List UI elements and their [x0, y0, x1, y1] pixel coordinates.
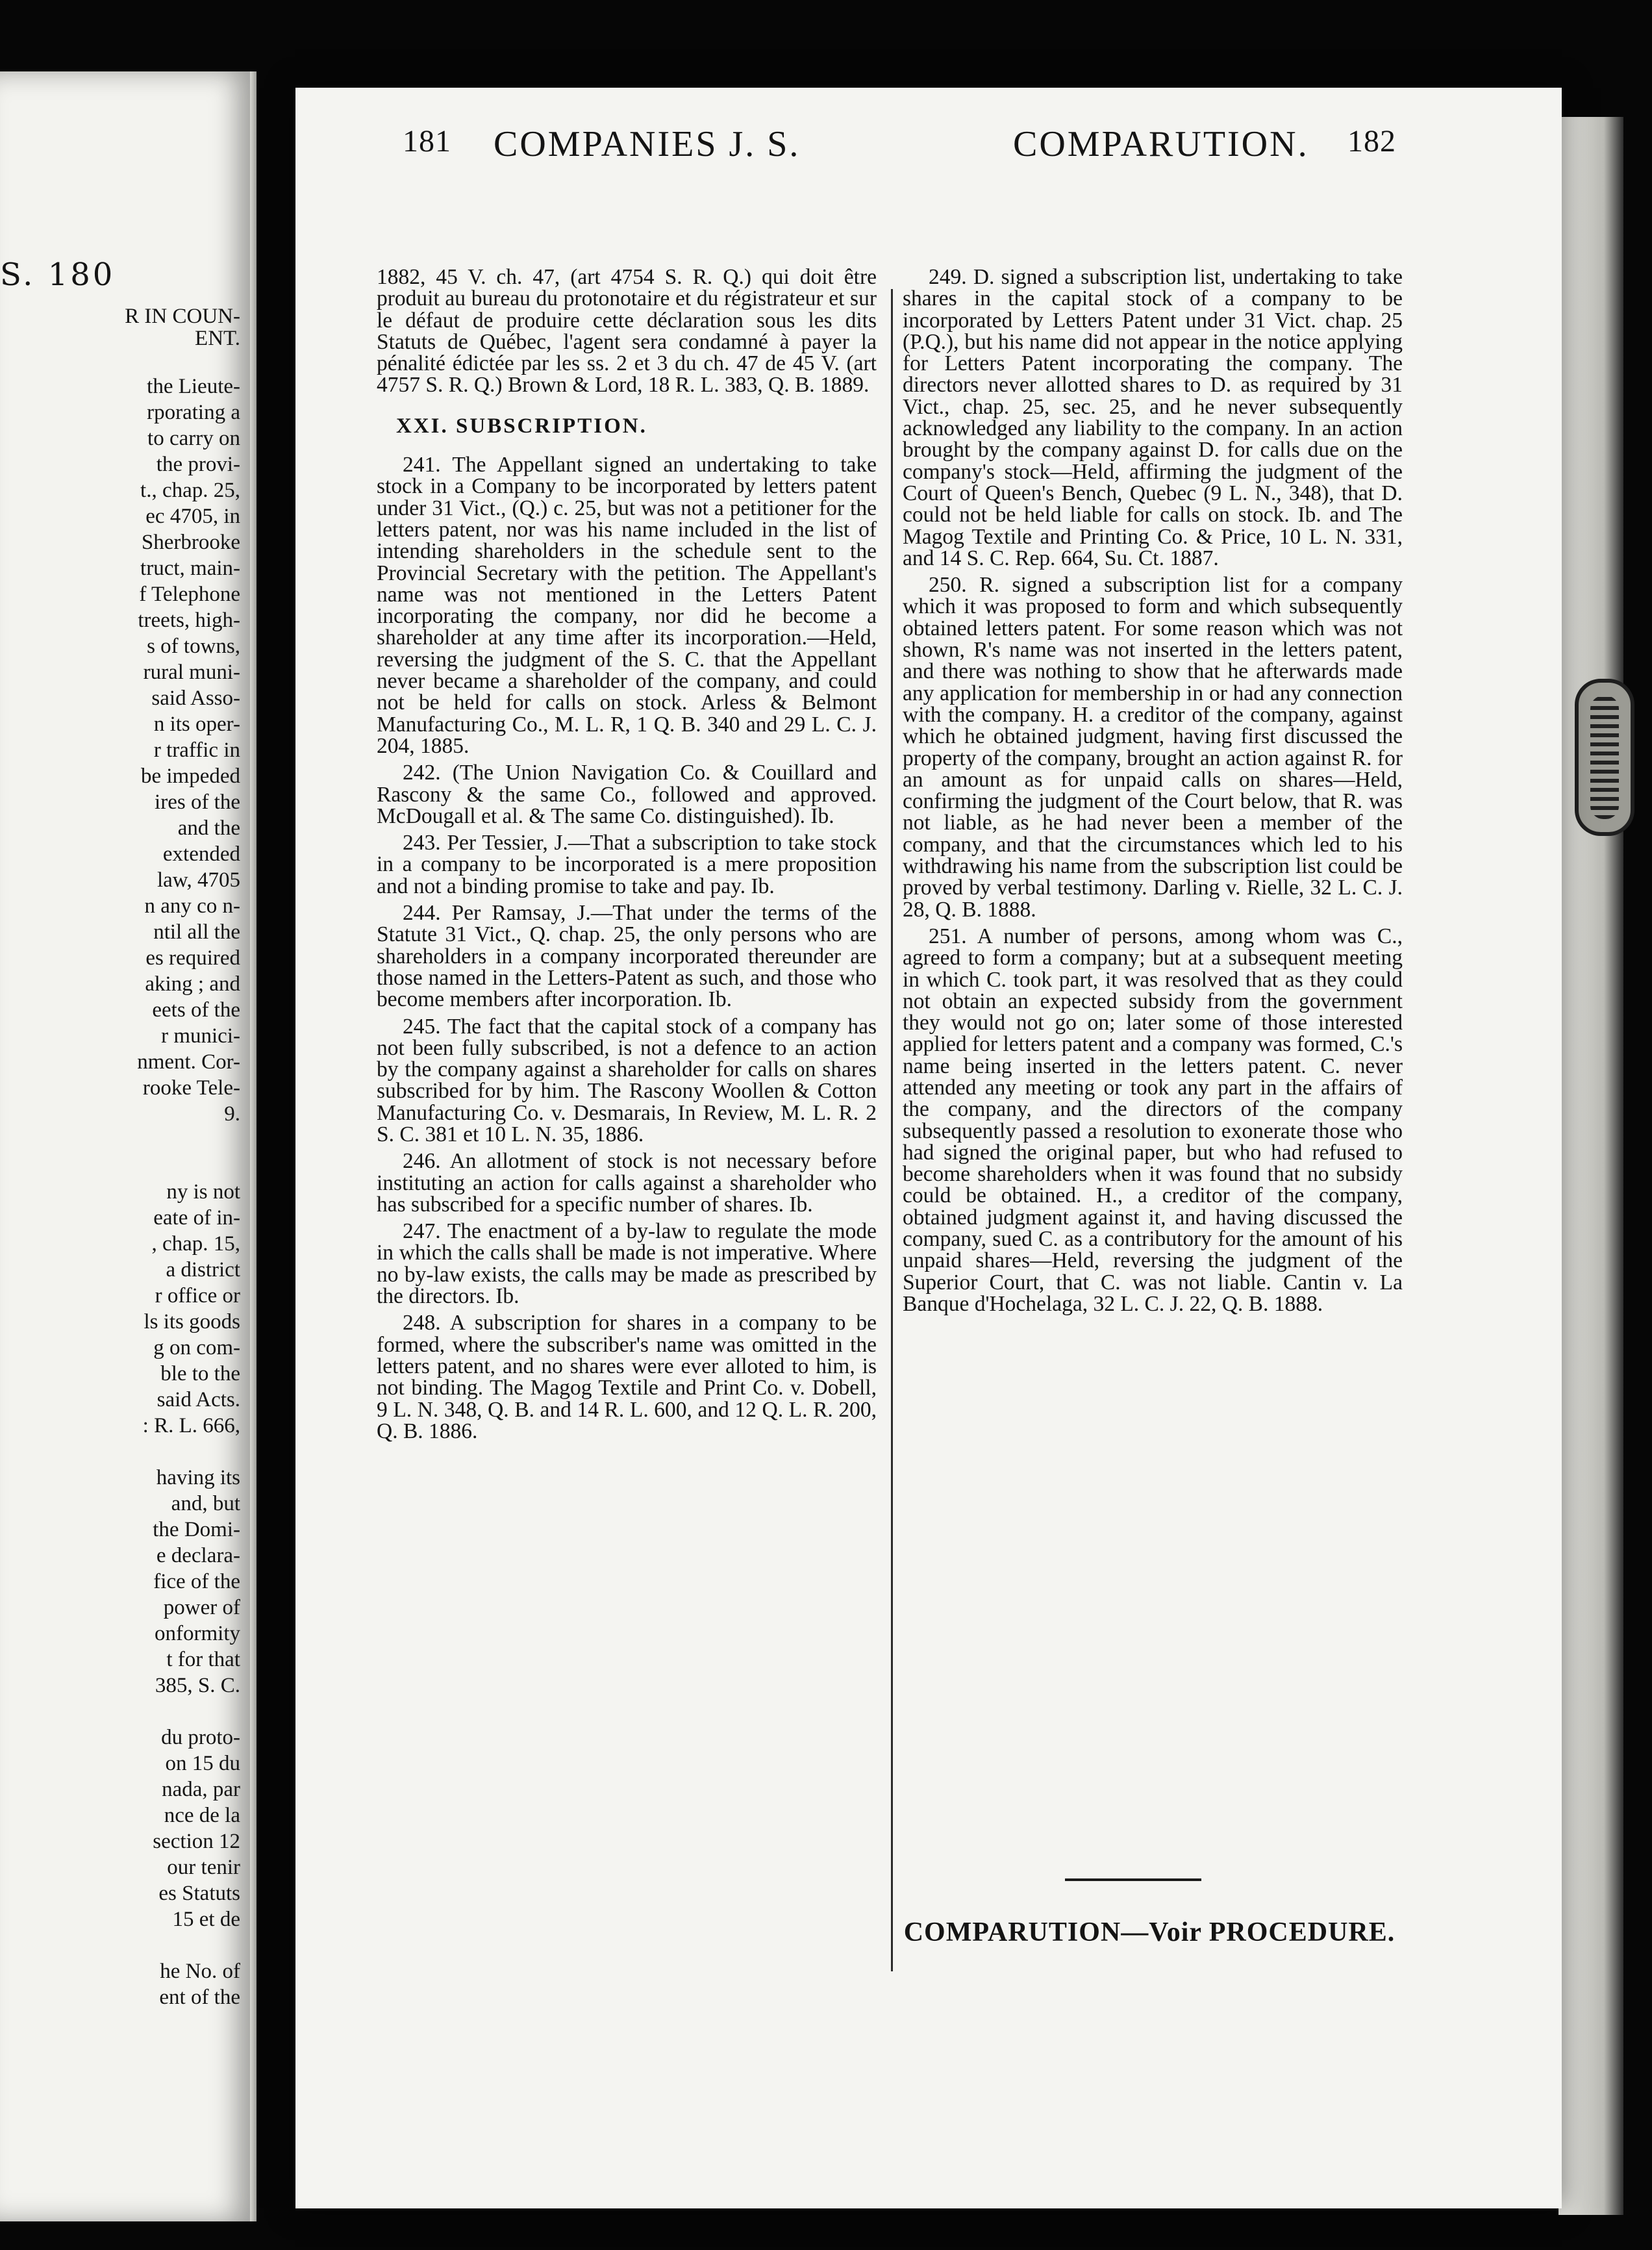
previous-page-line — [0, 1986, 247, 2008]
previous-page-line — [0, 1726, 247, 1749]
cross-reference-note: COMPARUTION—Voir PROCEDURE. — [903, 1917, 1395, 1947]
previous-page-running-head: S. 180 — [0, 257, 116, 293]
previous-page-line-text: extended — [162, 843, 240, 865]
previous-page-line-text: e declara- — [156, 1545, 240, 1567]
previous-page-line — [0, 1519, 247, 1541]
previous-page-line-text: ent of the — [159, 1986, 240, 2008]
previous-page-line — [0, 609, 247, 631]
previous-page-line-text: the Domi- — [153, 1519, 240, 1541]
previous-page-line — [0, 1960, 247, 1982]
page-edge — [1558, 117, 1623, 2215]
previous-page-line — [0, 1856, 247, 1878]
previous-page-line — [0, 661, 247, 683]
continued-paragraph: 1882, 45 V. ch. 47, (art 4754 S. R. Q.) qui doit être produit au bureau du protonotaire et du régistrateur et sur le défaut de produire cette déclaration sous les dits Statuts de Québec, l'agent sera condamné à payer la pénalité édictée par les ss. 2 et 3 du ch. 47 de 45 V. (art 4757 S. R. Q.) Brown & Lord, 18 R. L. 383, Q. B. 1889. — [377, 265, 877, 398]
previous-page-line-text: having its — [156, 1467, 240, 1489]
previous-page-line — [0, 817, 247, 839]
previous-page-line — [0, 1778, 247, 1801]
previous-page-line-text: section 12 — [153, 1830, 240, 1852]
previous-page-line — [0, 739, 247, 761]
previous-page-line — [0, 1155, 247, 1177]
previous-page-line — [0, 1934, 247, 1956]
previous-page-line — [0, 557, 247, 579]
paragraph-247: 247. The enactment of a by-law to regulate the mode in which the calls shall be made is not imperative. Where no by-law exists, the calls may be made as prescribed by the directors. Ib. — [377, 1219, 877, 1309]
previous-page-line-text: 385, S. C. — [155, 1675, 240, 1697]
previous-page-line-text: and the — [177, 817, 240, 839]
previous-page-line — [0, 1259, 247, 1281]
left-text-column — [377, 266, 877, 1447]
running-head-title-right: COMPARUTION. — [1013, 124, 1309, 164]
previous-page-line — [0, 1025, 247, 1047]
previous-page — [0, 71, 257, 2221]
previous-page-line — [0, 375, 247, 398]
previous-page-line-text: ires of the — [155, 791, 240, 813]
previous-page-line — [0, 349, 247, 372]
previous-page-line-text: eets of the — [152, 999, 240, 1021]
paragraph-243: 243. Per Tessier, J.—That a subscription to take stock in a company to be incorporated is a mere proposition and not a binding promise to take and pay. Ib. — [377, 831, 877, 898]
previous-page-line-text: , chap. 15, — [151, 1233, 240, 1255]
paragraph-249: 249. D. signed a subscription list, undertaking to take shares in the capital stock of a company to be incorporated by Letters Patent under 31 Vict. chap. 25 (P.Q.), but his name did not appear in the notice applying for Letters Patent incorporating the company. The directors never allotted shares to D. as required by 31 Vict., chap. 25, sec. 25, and he never subsequently acknowledged any liability to the company. In an action brought by the company against D. for calls due on the company's stock—Held, affirming the judgment of the Court of Queen's Bench, Quebec (9 L. N., 348), that D. could not be held liable for calls on stock. Ib. and The Magog Textile and Printing Co. & Price, 10 L. N. 331, and 14 S. C. Rep. 664, Su. Ct. 1887. — [903, 265, 1403, 570]
previous-page-line — [0, 1752, 247, 1775]
previous-page-line-text: ENT. — [195, 327, 240, 349]
previous-page-line-text: r traffic in — [153, 739, 240, 761]
previous-page-line — [0, 427, 247, 449]
previous-page-line-text: fice of the — [153, 1571, 240, 1593]
previous-page-line — [0, 505, 247, 527]
right-text-column — [903, 266, 1403, 1320]
previous-page-line-text: a district — [166, 1259, 240, 1281]
previous-page-line-text: power of — [163, 1597, 240, 1619]
page-gutter — [250, 71, 257, 2221]
previous-page-line-text: ls its goods — [144, 1311, 240, 1333]
previous-page-line-text: ny is not — [166, 1181, 240, 1203]
previous-page-line-text: and, but — [171, 1493, 240, 1515]
previous-page-line — [0, 479, 247, 501]
previous-page-line-text: f Telephone — [139, 583, 240, 605]
previous-page-line-text: : R. L. 666, — [142, 1415, 240, 1437]
previous-page-line — [0, 305, 247, 327]
previous-page-line-text: he No. of — [160, 1960, 240, 1982]
previous-page-line — [0, 401, 247, 423]
previous-page-line — [0, 713, 247, 735]
previous-page-line — [0, 895, 247, 917]
previous-page-line — [0, 1181, 247, 1203]
previous-page-line-text: ble to the — [160, 1363, 240, 1385]
previous-page-line — [0, 1571, 247, 1593]
previous-page-line-text: be impeded — [140, 765, 240, 787]
previous-page-line — [0, 1103, 247, 1125]
previous-page-line — [0, 583, 247, 605]
previous-page-line-text: rporating a — [147, 401, 240, 423]
previous-page-line — [0, 869, 247, 891]
previous-page-line-text: aking ; and — [145, 973, 240, 995]
paragraph-245: 245. The fact that the capital stock of a company has not been fully subscribed, is not a defence to an action by the company against a shareholder for calls on shares subscribed for by him. The Rascony Woollen & Cotton Manufacturing Co. v. Desmarais, In Review, M. L. R. 2 S. C. 381 et 10 L. N. 35, 1886. — [377, 1014, 877, 1146]
previous-page-line — [0, 1830, 247, 1852]
previous-page-line — [0, 947, 247, 969]
previous-page-line — [0, 687, 247, 709]
previous-page-line — [0, 1675, 247, 1697]
previous-page-line — [0, 1493, 247, 1515]
previous-page-line-text: s of towns, — [147, 635, 240, 657]
previous-page-line-text: law, 4705 — [156, 869, 240, 891]
paragraph-246: 246. An allotment of stock is not necessary before instituting an action for calls against a shareholder who has subscribed for a specific number of shares. Ib. — [377, 1149, 877, 1217]
previous-page-line-text: said Acts. — [156, 1389, 240, 1411]
previous-page-line-text: es required — [145, 947, 240, 969]
previous-page-line — [0, 1233, 247, 1255]
previous-page-line — [0, 1882, 247, 1904]
previous-page-line — [0, 1908, 247, 1930]
previous-page-line-text: nment. Cor- — [137, 1051, 240, 1073]
previous-page-line — [0, 765, 247, 787]
paragraph-248: 248. A subscription for shares in a company to be formed, where the subscriber's name was omitted in the letters patent, and no shares were ever alloted to him, is not binding. The Magog Textile and Print Co. v. Dobell, 9 L. N. 348, Q. B. and 14 R. L. 600, and 12 Q. L. R. 200, Q. B. 1886. — [377, 1311, 877, 1443]
paragraph-242: 242. (The Union Navigation Co. & Couillard and Rascony & the same Co., followed and approved. McDougall et al. & The same Co. distinguished). Ib. — [377, 761, 877, 828]
previous-page-line-text: onformity — [155, 1623, 240, 1645]
previous-page-line — [0, 453, 247, 475]
previous-page-line-text: the Lieute- — [147, 375, 240, 398]
column-divider — [891, 289, 893, 1971]
previous-page-line — [0, 1363, 247, 1385]
previous-page-line — [0, 1597, 247, 1619]
running-head-title-left: COMPANIES J. S. — [494, 124, 801, 164]
previous-page-line — [0, 843, 247, 865]
previous-page-line-text: Sherbrooke — [141, 531, 240, 553]
paragraph-241: 241. The Appellant signed an undertaking to take stock in a Company to be incorporated by letters patent under 31 Vict., (Q.) c. 25, but was not a petitioner for the letters patent, nor was his name included in the list of intending shareholders in the schedule sent to the Provincial Secretary with the petition. The Appellant's name was not mentioned in the Letters Patent incorporating the company, nor did he become a shareholder at any time after its incorporation.—Held, reversing the judgment of the S. C. that the Appellant never became a shareholder of the company, and could not be held for calls on stock. Arless & Belmont Manufacturing Co., M. L. R, 1 Q. B. 340 and 29 L. C. J. 204, 1885. — [377, 453, 877, 758]
previous-page-line — [0, 1129, 247, 1151]
previous-page-line — [0, 1415, 247, 1437]
previous-page-line-text: 9. — [224, 1103, 240, 1125]
previous-page-line — [0, 1207, 247, 1229]
previous-page-line-text: du proto- — [161, 1726, 240, 1749]
previous-page-line-text: rural muni- — [143, 661, 240, 683]
previous-page-line-text: R IN COUN- — [125, 305, 240, 327]
previous-page-line — [0, 1649, 247, 1671]
previous-page-line — [0, 1389, 247, 1411]
paragraph-244: 244. Per Ramsay, J.—That under the terms of the Statute 31 Vict., Q. chap. 25, the only persons who are shareholders in a company incorporated thereunder are those named in the Letters-Patent as such, and those who become members after incorporation. Ib. — [377, 901, 877, 1012]
previous-page-line-text: n its oper- — [153, 713, 240, 735]
previous-page-line-text: our tenir — [167, 1856, 240, 1878]
previous-page-line — [0, 327, 247, 349]
previous-page-line-text: g on com- — [153, 1337, 240, 1359]
previous-page-line — [0, 1467, 247, 1489]
previous-page-line-text: nce de la — [164, 1804, 240, 1827]
previous-page-line — [0, 1804, 247, 1827]
previous-page-line-text: nada, par — [162, 1778, 240, 1801]
previous-page-line — [0, 1285, 247, 1307]
previous-page-line — [0, 531, 247, 553]
previous-page-line-text: treets, high- — [138, 609, 240, 631]
previous-page-line-text: ec 4705, in — [145, 505, 240, 527]
page-number-left: 181 — [403, 124, 451, 158]
previous-page-line-text: on 15 du — [165, 1752, 240, 1775]
page-number-right: 182 — [1347, 124, 1396, 158]
previous-page-line — [0, 635, 247, 657]
previous-page-line-text: ntil all the — [153, 921, 240, 943]
previous-page-line — [0, 1700, 247, 1723]
paragraph-250: 250. R. signed a subscription list for a company which it was proposed to form and which subsequently obtained letters patent. For some reason which was not shown, R's name was not inserted in the letters patent, and there was nothing to show that he afterwards made any application for membership in or had any connection with the company. H. a creditor of the company, against which he obtained judgment, having first discussed the property of the company, brought an action against R. for an amount as for unpaid calls on shares—Held, confirming the judgment of the Court below, that R. was not liable, as he had never been a member of the company, and that the circumstances which led to his withdrawing his name from the subscription list could be proved by verbal testimony. Darling v. Rielle, 32 L. C. J. 28, Q. B. 1888. — [903, 573, 1403, 922]
library-stamp — [1575, 679, 1634, 836]
previous-page-line — [0, 973, 247, 995]
previous-page-line — [0, 791, 247, 813]
previous-page-line-text: r office or — [155, 1285, 240, 1307]
previous-page-line-text: rooke Tele- — [142, 1077, 240, 1099]
previous-page-line-text: eate of in- — [153, 1207, 240, 1229]
previous-page-line-text: t for that — [166, 1649, 240, 1671]
previous-page-line — [0, 1337, 247, 1359]
section-end-rule — [1065, 1878, 1201, 1881]
section-heading: XXI. SUBSCRIPTION. — [396, 414, 647, 438]
previous-page-line-text: 15 et de — [172, 1908, 240, 1930]
previous-page-line-text: n any co n- — [144, 895, 240, 917]
previous-page-line-text: t., chap. 25, — [140, 479, 240, 501]
previous-page-line — [0, 999, 247, 1021]
previous-page-line — [0, 921, 247, 943]
previous-page-line-text: said Asso- — [151, 687, 240, 709]
previous-page-line — [0, 1623, 247, 1645]
previous-page-line-text: truct, main- — [140, 557, 240, 579]
previous-page-line — [0, 1051, 247, 1073]
previous-page-line — [0, 1441, 247, 1463]
previous-page-line-text: es Statuts — [158, 1882, 240, 1904]
previous-page-line-text: r munici- — [161, 1025, 240, 1047]
previous-page-line-text: to carry on — [147, 427, 240, 449]
previous-page-line — [0, 1311, 247, 1333]
paragraph-251: 251. A number of persons, among whom was C., agreed to form a company; but at a subsequent meeting in which C. took part, it was resolved that as they could not obtain an expected subsidy from the government they would not go on; later some of those interested applied for letters patent and a company was formed, C.'s name being inserted in the letters patent. C. never attended any meeting or took any part in the affairs of the company, and the directors of the company subsequently passed a resolution to exonerate those who had signed the original paper, but who had refused to become shareholders when it was found that no subsidy could be obtained. H., a creditor of the company, obtained judgment against it, and having discussed the company, sued C. as a contributory for the amount of his unpaid shares—Held, reversing the judgment of the Superior Court, that C. was not liable. Cantin v. La Banque d'Hochelaga, 32 L. C. J. 22, Q. B. 1888. — [903, 924, 1403, 1316]
previous-page-line — [0, 1545, 247, 1567]
previous-page-line — [0, 1077, 247, 1099]
previous-page-line-text: the provi- — [156, 453, 240, 475]
